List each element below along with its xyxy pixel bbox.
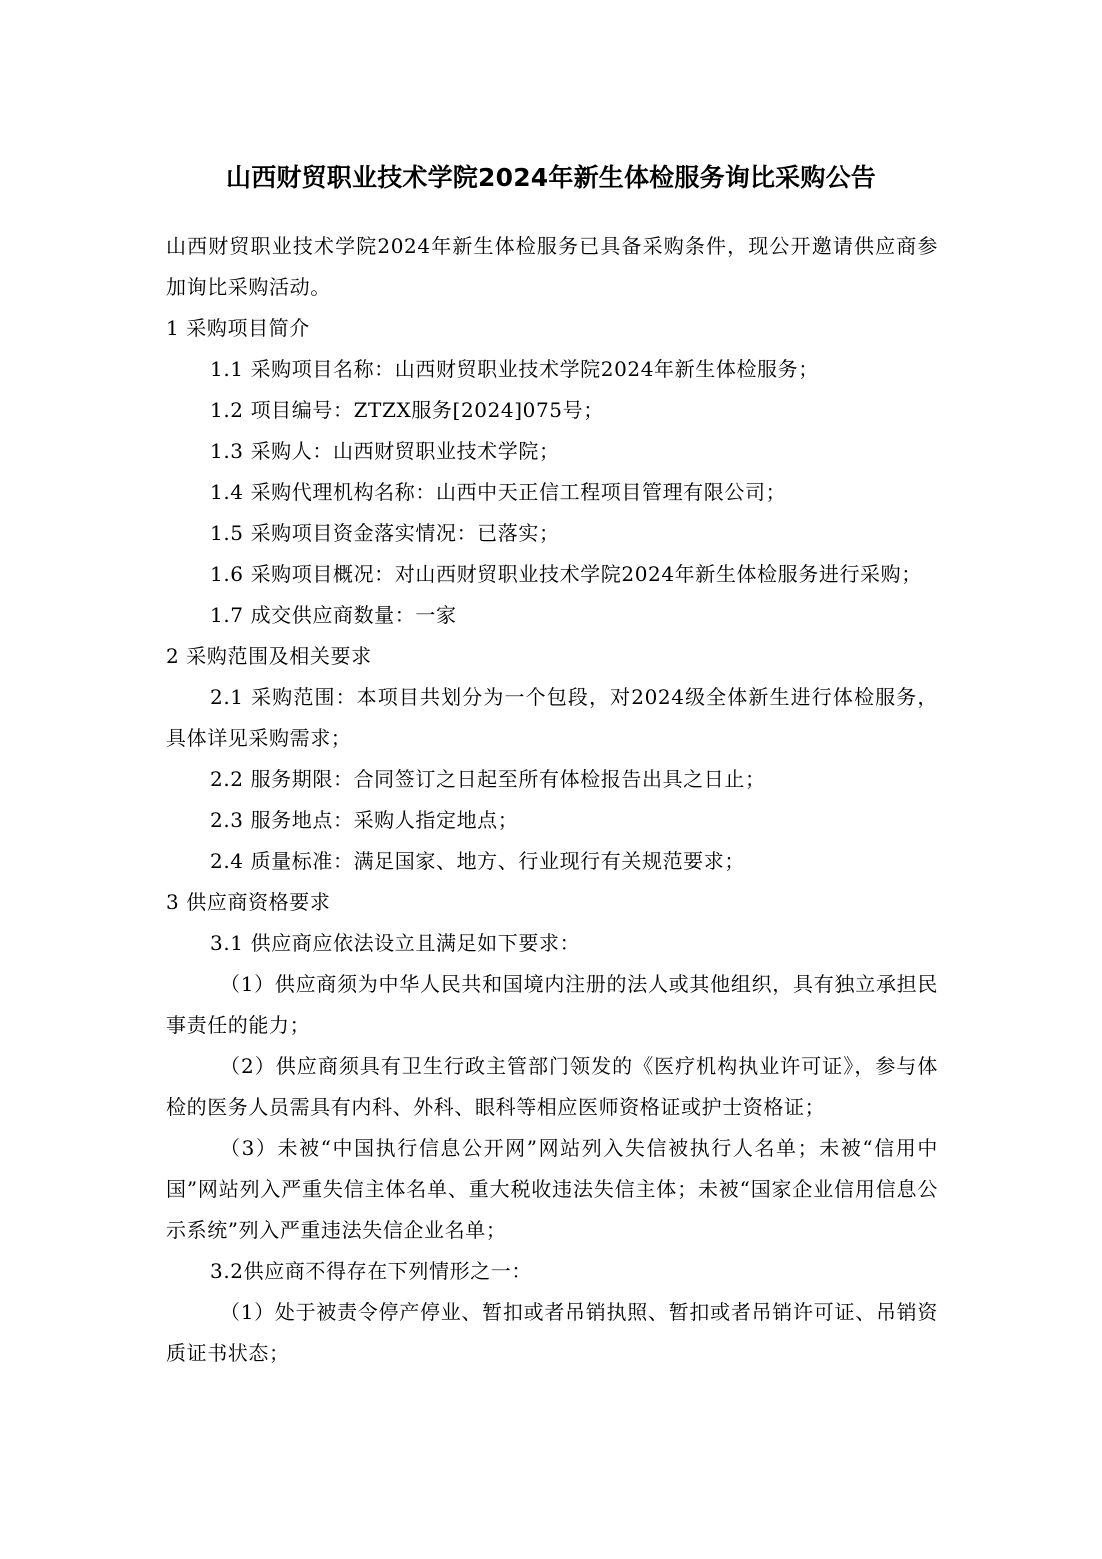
item-2-2: 2.2 服务期限：合同签订之日起至所有体检报告出具之日止；	[210, 767, 766, 791]
item-3-2: 3.2供应商不得存在下列情形之一：	[210, 1259, 533, 1283]
item-1-2: 1.2 项目编号：ZTZX服务[2024]075号；	[210, 398, 604, 422]
item-2-3: 2.3 服务地点：采购人指定地点；	[210, 808, 519, 832]
item-1-4: 1.4 采购代理机构名称：山西中天正信工程项目管理有限公司；	[210, 480, 787, 504]
item-2-4: 2.4 质量标准：满足国家、地方、行业现行有关规范要求；	[210, 849, 745, 873]
item-3-1: 3.1 供应商应依法设立且满足如下要求：	[210, 931, 581, 955]
item-2-1: 2.1 采购范围：本项目共划分为一个包段，对2024级全体新生进行体检服务，具体详见采购需求；	[166, 685, 938, 750]
item-1-3: 1.3 采购人：山西财贸职业技术学院；	[210, 439, 560, 463]
item-3-1-3: （3）未被“中国执行信息公开网”网站列入失信被执行人名单；未被“信用中国”网站列入严重失信主体名单、重大税收违法失信主体；未被“国家企业信用信息公示系统”列入严重违法失信企业名单；	[166, 1136, 938, 1242]
item-1-7: 1.7 成交供应商数量：一家	[210, 603, 457, 627]
item-3-2-1: （1）处于被责令停产停业、暂扣或者吊销执照、暂扣或者吊销许可证、吊销资质证书状态；	[166, 1300, 938, 1365]
intro-paragraph: 山西财贸职业技术学院2024年新生体检服务已具备采购条件，现公开邀请供应商参加询比采购活动。	[166, 234, 938, 299]
item-1-6: 1.6 采购项目概况：对山西财贸职业技术学院2024年新生体检服务进行采购；	[210, 562, 922, 586]
section-heading-1: 1 采购项目简介	[166, 316, 310, 340]
document-title: 山西财贸职业技术学院2024年新生体检服务询比采购公告	[226, 163, 876, 192]
document-body	[166, 226, 938, 1374]
section-heading-2: 2 采购范围及相关要求	[166, 644, 372, 668]
item-3-1-2: （2）供应商须具有卫生行政主管部门领发的《医疗机构执业许可证》，参与体检的医务人员需具有内科、外科、眼科等相应医师资格证或护士资格证；	[166, 1054, 938, 1119]
item-3-1-1: （1）供应商须为中华人民共和国境内注册的法人或其他组织，具有独立承担民事责任的能力；	[166, 972, 938, 1037]
item-1-5: 1.5 采购项目资金落实情况：已落实；	[210, 521, 560, 545]
item-1-1: 1.1 采购项目名称：山西财贸职业技术学院2024年新生体检服务；	[210, 357, 819, 381]
section-heading-3: 3 供应商资格要求	[166, 890, 331, 914]
